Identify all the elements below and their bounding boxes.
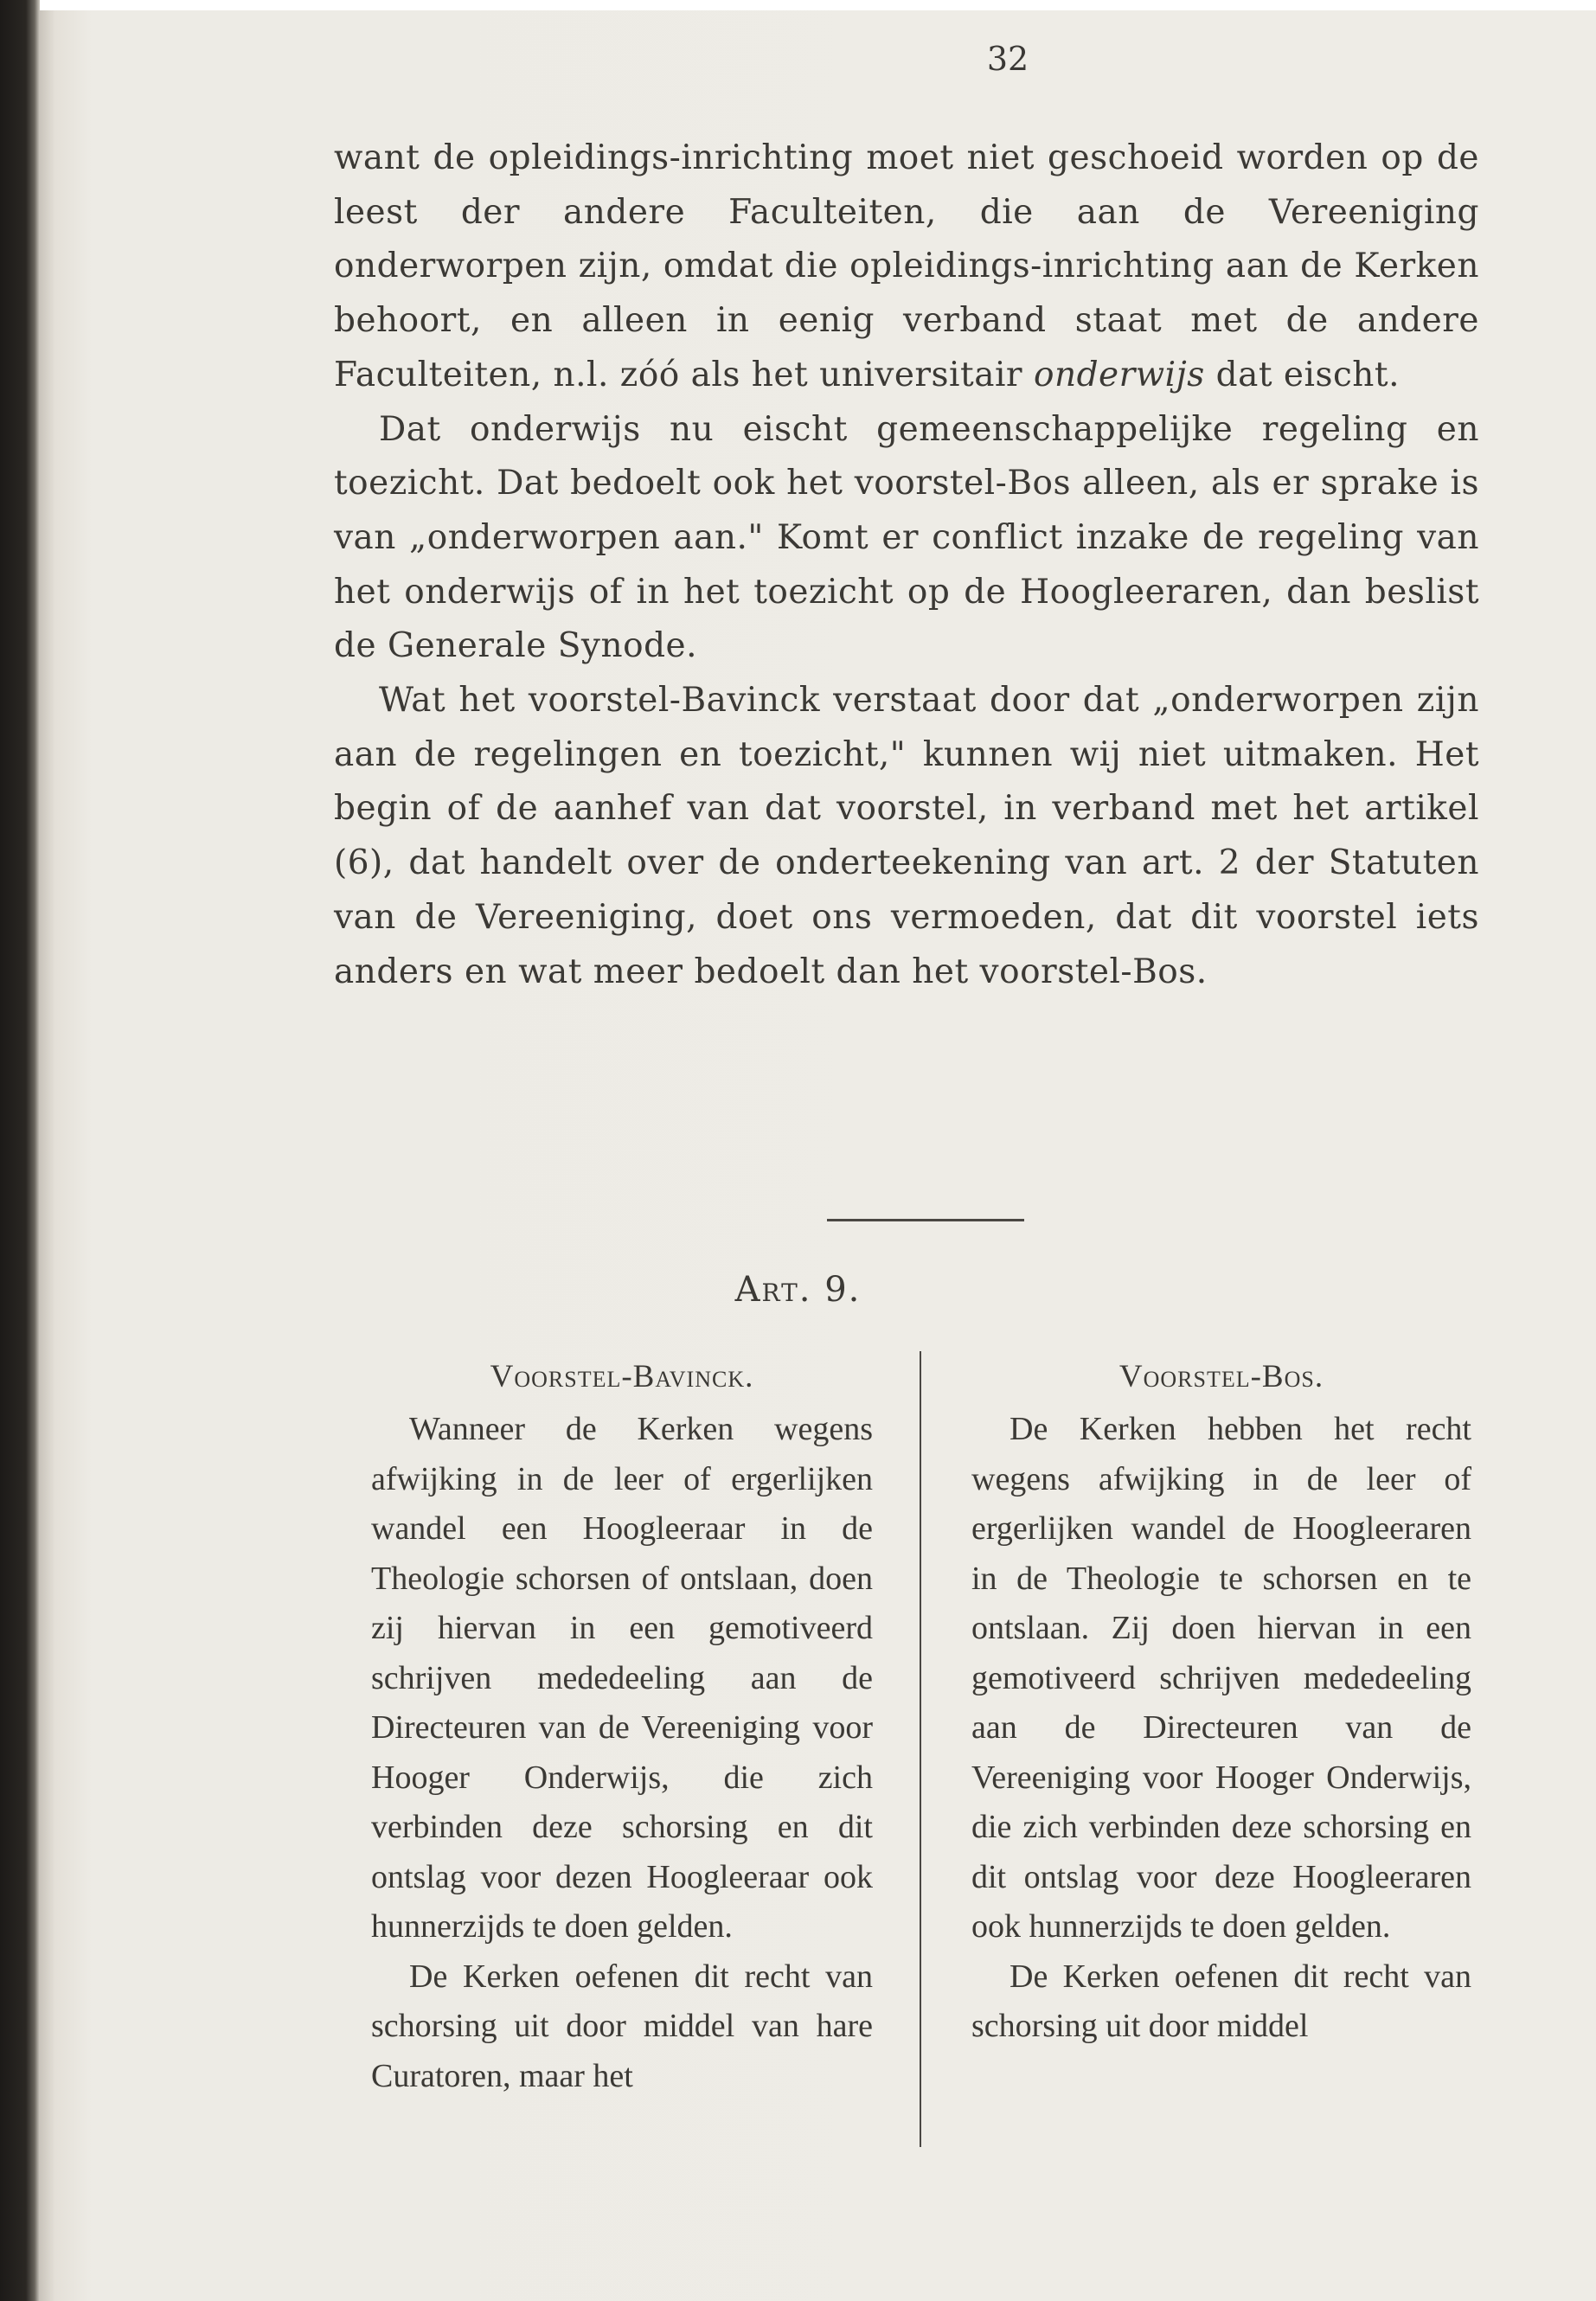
section-rule [827, 1219, 1024, 1221]
left-column [371, 1356, 873, 2101]
right-column-paragraph: De Kerken oefenen dit recht van schorsing uit door middel [971, 1958, 1471, 2044]
paragraph-2: Dat onderwijs nu eischt gemeenschappelijke regeling en toezicht. Dat bedoelt ook het voorstel-Bos alleen, als er sprake is van „onderworpen aan." Komt er conflict inzake de regeling van het onderwijs of in het toezicht op de Hoogleeraren, dan beslist de Generale Synode. [334, 409, 1479, 666]
paragraph-1 [334, 131, 1479, 403]
paragraph-3: Wat het voorstel-Bavinck verstaat door dat „onderworpen zijn aan de regelingen en toezicht," kunnen wij niet uitmaken. Het begin of de aanhef van dat voorstel, in verband met het artikel (6), dat handelt over de onderteekening van art. 2 der Statuten van de Vereeniging, doet ons vermoeden, dat dit voorstel iets anders en wat meer bedoelt dan het voorstel-Bos. [334, 681, 1479, 991]
book-binding-edge [0, 0, 40, 2301]
body-text [334, 131, 1479, 999]
emphasis-onderwijs: onderwijs [1033, 355, 1205, 394]
column-divider [920, 1351, 921, 2147]
left-column-heading: Voorstel-Bavinck. [490, 1359, 754, 1394]
left-column-paragraph: Wanneer de Kerken wegens afwijking in de leer of ergerlijken wandel een Hoogleeraar in de Theologie schorsen of ontslaan, doen zij hiervan in een gemotiveerd schrijven mededeeling aan de Directeuren van de Vereeniging voor Hooger Onderwijs, die zich verbinden deze schorsing en dit ontslag voor dezen Hoogleeraar ook hunnerzijds te doen gelden. [371, 1411, 873, 1945]
article-heading: Art. 9. [734, 1270, 862, 1310]
page-number-text: 32 [986, 40, 1029, 78]
right-column-heading: Voorstel-Bos. [1118, 1359, 1324, 1394]
paragraph-1-start: want de opleidings-inrichting moet niet geschoeid worden op de leest der andere Faculteiten, die aan de Vereeniging onderworpen zijn, omdat die opleidings-inrichting aan de Kerken behoort, en alleen in eenig verband staat met de andere Faculteiten, n.l. zóó als het universitair [334, 138, 1479, 394]
paragraph-1-end: dat eischt. [1204, 355, 1400, 394]
right-column [971, 1356, 1471, 2052]
right-column-paragraph: De Kerken hebben het recht wegens afwijking in de leer of ergerlijken wandel de Hoogleeraren in de Theologie te schorsen en te ontslaan. Zij doen hiervan in een gemotiveerd schrijven mededeeling aan de Directeuren van de Vereeniging voor Hooger Onderwijs, die zich verbinden deze schorsing en dit ontslag voor deze Hoogleeraren ook hunnerzijds te doen gelden. [971, 1411, 1471, 1945]
left-column-paragraph: De Kerken oefenen dit recht van schorsing uit door middel van hare Curatoren, maar het [371, 1958, 873, 2094]
